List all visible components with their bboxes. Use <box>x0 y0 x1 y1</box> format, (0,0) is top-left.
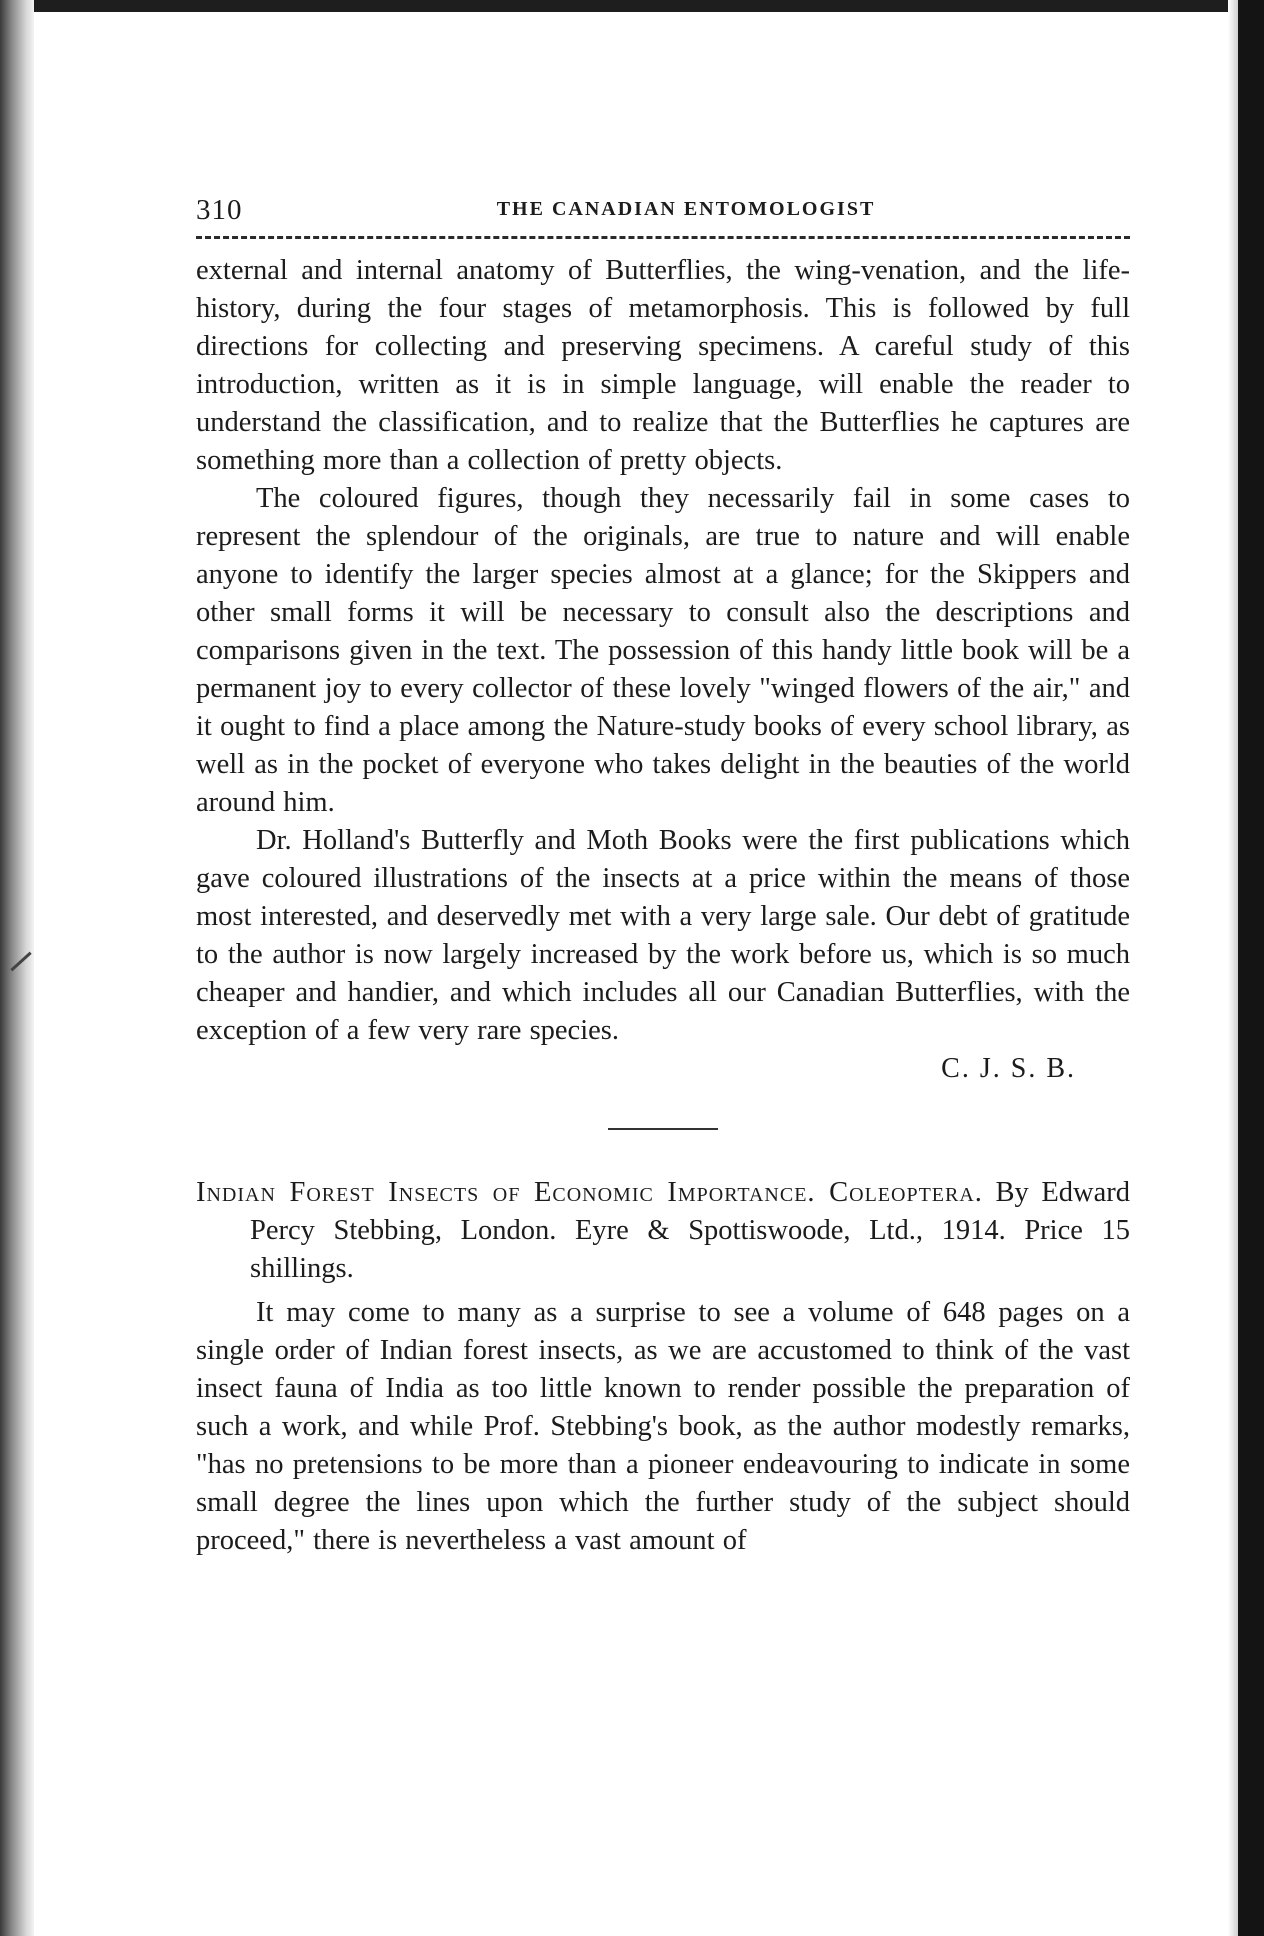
running-title: THE CANADIAN ENTOMOLOGIST <box>496 198 876 220</box>
book-title: Indian Forest Insects of Economic Importance. Coleoptera. <box>196 1177 983 1208</box>
review-paragraph: It may come to many as a surprise to see a volume of 648 pages on a single order of Indian forest insects, as we are accustomed to think of the vast insect fauna of India as too little known to render possible the preparation of such a work, and while Prof. Stebbing's book, as the author modestly remarks, "has no pretensions to be more than a pioneer endeavouring to indicate in some small degree the lines upon which the further study of the subject should proceed," there is nevertheless a vast amount of <box>196 1297 1130 1556</box>
review-paragraph: Dr. Holland's Butterfly and Moth Books were the first publications which gave coloured illustrations of the insects at a price within the means of those most interested, and deservedly met with a very large sale. Our debt of gratitude to the author is now largely increased by the work before us, which is so much cheaper and handier, and which includes all our Canadian Butterflies, with the exception of a few very rare species. <box>196 825 1130 1046</box>
section-divider <box>608 1128 718 1130</box>
page-edge-shadow <box>1228 0 1238 1936</box>
page-body <box>196 252 1130 1560</box>
book-gutter-shadow <box>0 0 34 1936</box>
book-details: By Edward Percy Stebbing, London. Eyre & Spottiswoode, Ltd., 1914. Price 15 shillings. <box>250 1177 1131 1284</box>
reviewer-initials: C. J. S. B. <box>941 1053 1076 1084</box>
header-rule <box>196 236 1130 239</box>
review-paragraph: external and internal anatomy of Butterflies, the wing-venation, and the life-history, during the four stages of metamorphosis. This is followed by full directions for collecting and preserving specimens. A careful study of this introduction, written as it is in simple language, will enable the reader to understand the classification, and to realize that the Butterflies he captures are something more than a collection of pretty objects. <box>196 255 1130 476</box>
page-header <box>196 190 1130 234</box>
book-citation <box>196 1174 1130 1288</box>
scan-border-right <box>1238 0 1264 1936</box>
review-paragraph: The coloured figures, though they necessarily fail in some cases to represent the splendour of the originals, are true to nature and will enable anyone to identify the larger species almost at a glance; for the Skippers and other small forms it will be necessary to consult also the descriptions and comparisons given in the text. The possession of this handy little book will be a permanent joy to every collector of these lovely "winged flowers of the air," and it ought to find a place among the Nature-study books of every school library, as well as in the pocket of everyone who takes delight in the beauties of the world around him. <box>196 483 1130 818</box>
page-number: 310 <box>196 194 243 226</box>
scan-border-top <box>0 0 1264 12</box>
